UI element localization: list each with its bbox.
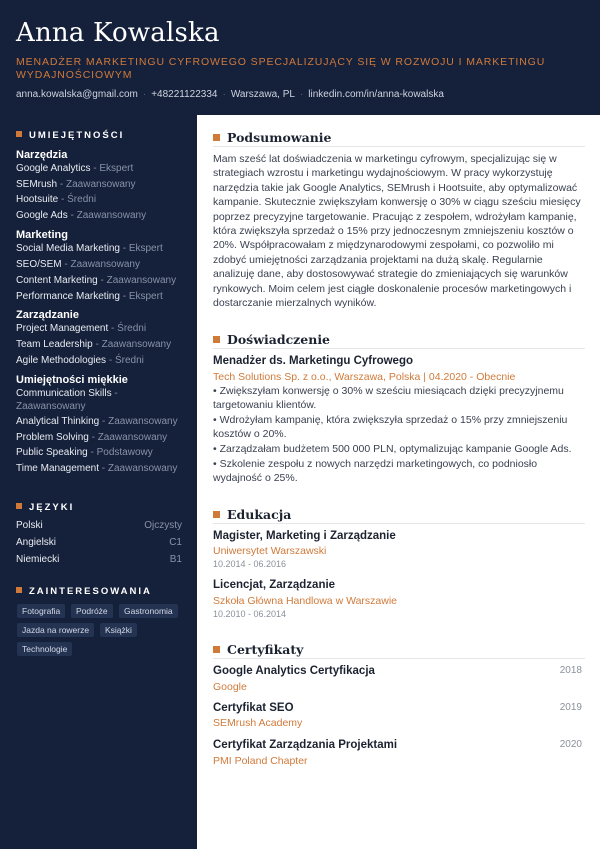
language-name: Polski (16, 520, 43, 531)
experience-title-text: Doświadczenie (227, 332, 331, 347)
language-row (16, 520, 182, 531)
summary-section-title (213, 130, 331, 145)
skill-item (16, 209, 191, 222)
skill-level (89, 432, 167, 443)
certificate-name: Certyfikat Zarządzania Projektami (213, 739, 398, 751)
level-separator: - (99, 463, 108, 474)
skill-level (62, 259, 140, 270)
skill-level (99, 416, 177, 427)
level-separator: - (111, 388, 118, 399)
skill-level (108, 323, 146, 334)
skill-level (91, 163, 134, 174)
certificates-section-title (213, 642, 303, 657)
language-level: C1 (169, 537, 182, 548)
skill-group-title: Narzędzia (16, 149, 68, 161)
candidate-headline: MENADŻER MARKETINGU CYFROWEGO SPECJALIZUJĄCY SIĘ W ROZWOJU I MARKETINGU WYDAJNOŚCIOWYM (16, 56, 546, 81)
interest-tag: Fotografia (17, 604, 65, 618)
summary-text: Mam sześć lat doświadczenia w marketingu cyfrowym, specjalizując się w strategiach wzrostu i marketingu wydajnościowym. W pracy wykorzystuję narzędzia takie jak Google Analytics, SEMrush i Hootsuite, aby optymalizować kampanie. Skutecznie zwiększyłam konwersję o 30% w ciągu sześciu miesięcy poprzez precyzyjne targetowanie. Pracując z zespołem, wdrożyłam kampanię, która zwiększyła sprzedaż o 15% przy jednoczesnym zmniejszeniu kosztów o 20%. Współpracowałam z międzynarodowymi zespołami, co pozwoliło mi zdobyć umiejętności zarządzania projektami na dużą skalę. Regularnie analizuję dane, aby dostosowywać strategie do zmieniających się warunków rynkowych. Moim celem jest ciągłe doskonalenie procesów marketingowych i dostarczanie mierzalnych wyników. (213, 153, 581, 310)
level-text: Podstawowy (96, 447, 153, 458)
certificate-name: Google Analytics Certyfikacja (213, 665, 375, 677)
level-text: Ekspert (128, 243, 163, 254)
skill-name: Content Marketing (16, 275, 98, 286)
level-separator: - (61, 259, 71, 270)
job-bullet: • Zarządzałam budżetem 500 000 PLN, optymalizując kampanie Google Ads. (213, 443, 572, 455)
job-bullet: • Wdrożyłam kampanię, która zwiększyła sprzedaż o 15% przy zmniejszeniu kosztów o 20%. (213, 414, 568, 440)
section-marker (213, 134, 220, 141)
section-divider (213, 146, 585, 147)
contact-phone[interactable]: +48221122334 (151, 89, 218, 100)
job-bullet: • Zwiększyłam konwersję o 30% w sześciu miesiącach dzięki precyzyjnemu targetowaniu klientów. (213, 385, 564, 411)
contact-separator: · (142, 89, 147, 100)
interests-section-title (16, 586, 152, 597)
skill-item (16, 431, 191, 444)
section-divider (213, 348, 585, 349)
certificate-year: 2018 (559, 665, 582, 676)
level-text: Zaawansowany (76, 210, 147, 221)
education-degree: Licencjat, Zarządzanie (213, 579, 336, 591)
contact-line (16, 89, 444, 100)
contact-location: Warszawa, PL (230, 89, 295, 100)
education-dates: 10.2014 - 06.2016 (213, 559, 287, 569)
skill-name: Hootsuite (16, 194, 59, 205)
interest-tag: Technologie (17, 642, 72, 656)
skill-item (16, 242, 191, 255)
skill-item (16, 338, 191, 351)
skill-level (120, 243, 163, 254)
level-separator: - (99, 416, 109, 427)
education-degree: Magister, Marketing i Zarządzanie (213, 530, 396, 542)
skill-name: Analytical Thinking (16, 416, 100, 427)
skill-item (16, 178, 191, 191)
certificate-issuer: Google (213, 681, 247, 693)
level-separator: - (57, 179, 67, 190)
skill-level (58, 194, 96, 205)
education-section-title (213, 507, 291, 522)
skill-name: Problem Solving (16, 432, 89, 443)
language-row (16, 554, 182, 565)
level-text: Średni (67, 194, 97, 205)
skill-name: Performance Marketing (16, 291, 120, 302)
skill-name: Team Leadership (16, 339, 93, 350)
experience-section-title (213, 332, 330, 347)
section-divider (213, 658, 585, 659)
level-text: Ekspert (99, 163, 134, 174)
section-marker (16, 587, 22, 593)
level-text: Zaawansowany (66, 179, 136, 190)
language-row (16, 537, 182, 548)
skill-name: Public Speaking (16, 447, 88, 458)
sidebar (0, 115, 197, 849)
level-text: Zaawansowany (97, 432, 168, 443)
skill-level (106, 355, 144, 366)
section-divider (213, 523, 585, 524)
skill-group-title: Umiejętności miękkie (16, 374, 128, 386)
interests-title-text: ZAINTERESOWANIA (29, 586, 152, 597)
skill-name: Project Management (16, 323, 109, 334)
skill-level (93, 339, 171, 350)
skill-item (16, 415, 191, 428)
level-separator: - (92, 339, 102, 350)
certificate-year: 2019 (559, 702, 582, 713)
languages-section-title (16, 502, 74, 513)
skill-level (88, 447, 153, 458)
certificate-issuer: SEMrush Academy (213, 717, 303, 729)
interest-tag: Książki (100, 623, 137, 637)
language-level: Ojczysty (144, 520, 182, 531)
education-dates: 10.2010 - 06.2014 (213, 609, 287, 619)
interest-tag: Jazda na rowerze (17, 623, 94, 637)
language-name: Angielski (16, 537, 57, 548)
skill-level (120, 291, 163, 302)
skill-group-title: Zarządzanie (16, 309, 79, 321)
level-separator: - (108, 323, 118, 334)
level-separator: - (106, 355, 115, 366)
languages-title-text: JĘZYKI (29, 502, 75, 513)
skill-name: Social Media Marketing (16, 243, 120, 254)
skill-level (68, 210, 146, 221)
level-text: Zaawansowany (108, 416, 178, 427)
skill-item (16, 193, 191, 206)
skill-level (99, 463, 177, 474)
skill-name: SEMrush (16, 179, 58, 190)
contact-linkedin[interactable]: linkedin.com/in/anna-kowalska (308, 89, 444, 100)
skill-level (57, 179, 135, 190)
skill-item (16, 162, 191, 175)
contact-separator: · (222, 89, 226, 100)
certificate-year: 2020 (559, 739, 582, 750)
skill-item (16, 258, 191, 271)
education-title-text: Edukacja (227, 507, 292, 522)
level-text: Zaawansowany (101, 339, 172, 350)
level-separator: - (67, 210, 77, 221)
skills-section-title (16, 130, 124, 141)
level-separator: - (58, 194, 68, 205)
summary-title-text: Podsumowanie (227, 130, 332, 145)
section-marker (16, 131, 22, 137)
level-separator: - (90, 163, 100, 174)
skill-name: Agile Methodologies (16, 355, 107, 366)
section-marker (213, 336, 220, 343)
education-school: Szkoła Główna Handlowa w Warszawie (213, 595, 398, 607)
language-name: Niemiecki (16, 554, 60, 565)
skill-name: Google Ads (16, 210, 68, 221)
level-text: Zaawansowany (70, 259, 140, 270)
level-text: Średni (117, 323, 147, 334)
level-separator: - (119, 291, 129, 302)
skill-name: SEO/SEM (16, 259, 62, 270)
level-text: Zaawansowany (16, 401, 86, 412)
level-text: Średni (114, 355, 144, 366)
skill-name: Communication Skills (16, 388, 112, 399)
skills-title-text: UMIEJĘTNOŚCI (29, 130, 125, 141)
level-separator: - (88, 432, 98, 443)
skill-item (16, 354, 191, 367)
level-separator: - (97, 275, 107, 286)
skill-item (16, 446, 191, 459)
skill-name: Google Analytics (16, 163, 91, 174)
contact-email[interactable]: anna.kowalska@gmail.com (16, 89, 138, 100)
skill-item (16, 290, 191, 303)
level-separator: - (119, 243, 129, 254)
interest-tag: Gastronomia (119, 604, 178, 618)
level-separator: - (87, 447, 97, 458)
skill-item (16, 322, 191, 335)
candidate-name: Anna Kowalska (16, 18, 220, 48)
skill-item (16, 274, 191, 287)
job-bullet: • Szkolenie zespołu z nowych narzędzi marketingowych, co podniosło wydajność o 25%. (213, 458, 538, 484)
section-marker (16, 503, 22, 509)
certificate-issuer: PMI Poland Chapter (213, 755, 308, 767)
job-title: Menadżer ds. Marketingu Cyfrowego (213, 355, 414, 367)
job-meta: Tech Solutions Sp. z o.o., Warszawa, Polska | 04.2020 - Obecnie (213, 371, 516, 383)
skill-level (98, 275, 176, 286)
level-text: Ekspert (128, 291, 163, 302)
level-text: Zaawansowany (107, 463, 178, 474)
skill-item (16, 387, 166, 413)
level-text: Zaawansowany (106, 275, 177, 286)
contact-separator: · (299, 89, 304, 100)
education-school: Uniwersytet Warszawski (213, 545, 327, 557)
interest-tag: Podróże (71, 604, 113, 618)
skill-name: Time Management (16, 463, 99, 474)
certificate-name: Certyfikat SEO (213, 702, 294, 714)
skill-group-title: Marketing (16, 229, 68, 241)
resume-header (0, 0, 600, 115)
skill-item (16, 462, 191, 475)
section-marker (213, 511, 220, 518)
language-level: B1 (169, 554, 182, 565)
certificates-title-text: Certyfikaty (227, 642, 304, 657)
section-marker (213, 646, 220, 653)
